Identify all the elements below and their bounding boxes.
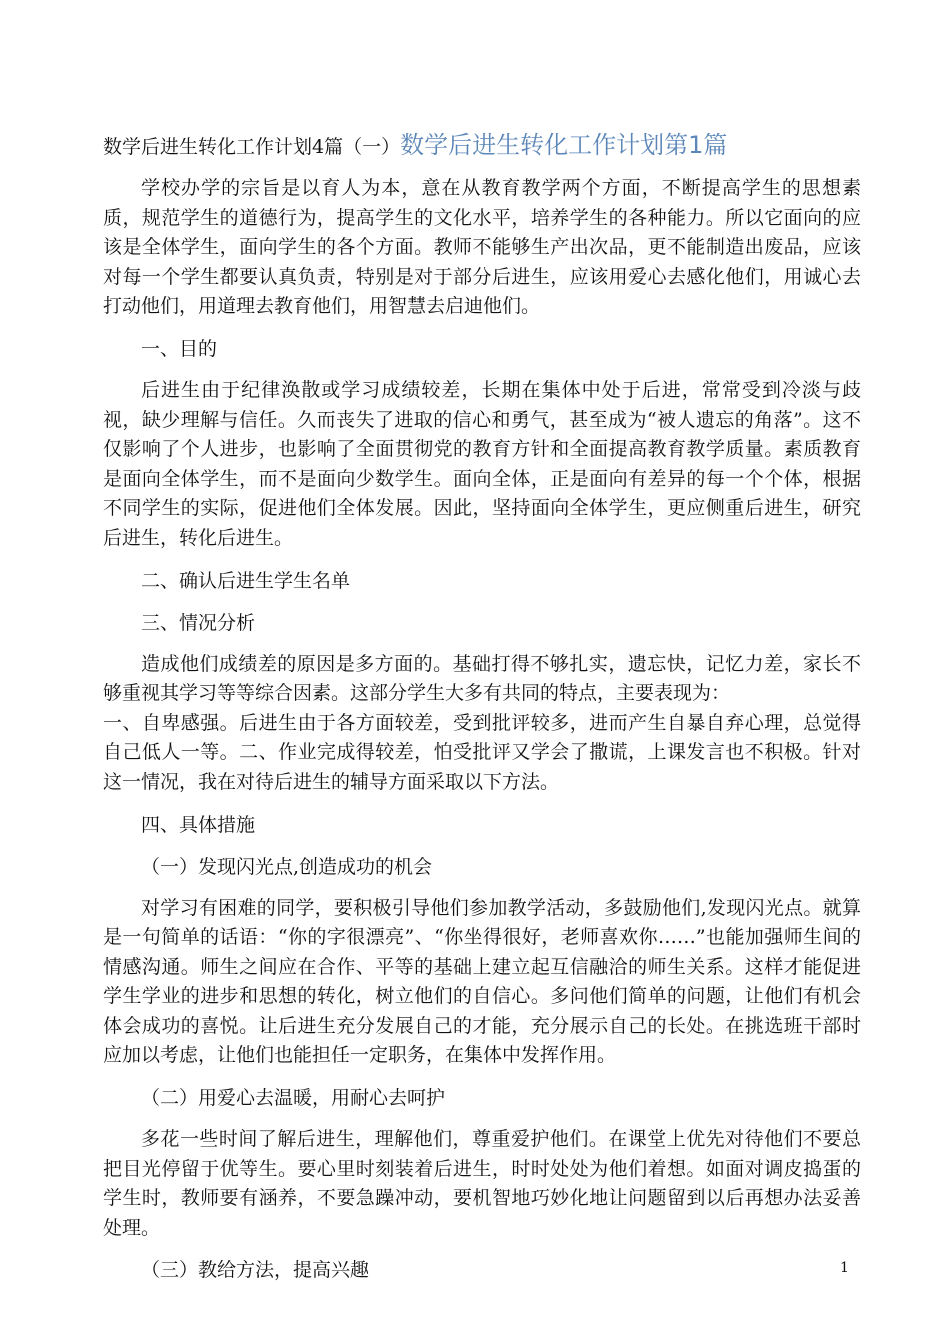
find-highlights-paragraph: 对学习有困难的同学，要积极引导他们参加教学活动，多鼓励他们,发现闪光点。就算是一句简单的话语：“你的字很漂亮”、“你坐得很好，老师喜欢你……”也能加强师生间的情感沟通。师生之间应在合作、平等的基础上建立起互信融洽的师生关系。这样才能促进学生学业的进步和思想的转化，树立他们的自信心。多问他们简单的问题，让他们有机会体会成功的喜悦。让后进生充分发展自己的才能，充分展示自己的长处。在挑选班干部时应加以考虑，让他们也能担任一定职务，在集体中发挥作用。 — [103, 896, 861, 1067]
section-heading-measures: 四、具体措施 — [141, 813, 256, 836]
analysis-paragraph-continued: 一、自卑感强。后进生由于各方面较差，受到批评较多，进而产生自暴自弃心理，总觉得自己低人一等。二、作业完成得较差，怕受批评又学会了撒谎，上课发言也不积极。针对这一情况，我在对待后进生的辅导方面采取以下方法。 — [103, 711, 861, 793]
analysis-paragraph: 造成他们成绩差的原因是多方面的。基础打得不够扎实，遗忘快，记忆力差，家长不够重视其学习等等综合因素。这部分学生大多有共同的特点，主要表现为： — [103, 652, 861, 705]
section-heading-student-list: 二、确认后进生学生名单 — [141, 569, 351, 592]
document-title — [103, 128, 861, 164]
page-number: 1 — [840, 1260, 849, 1276]
subheading-love-patience: （二）用爱心去温暖，用耐心去呵护 — [141, 1087, 446, 1110]
document-body — [103, 128, 861, 1297]
section-heading-purpose: 一、目的 — [141, 337, 218, 360]
subheading-teach-methods: （三）教给方法，提高兴趣 — [141, 1259, 370, 1282]
title-heading: 数学后进生转化工作计划第1篇 — [400, 131, 728, 159]
title-prefix: 数学后进生转化工作计划4篇（一） — [103, 136, 401, 158]
intro-paragraph: 学校办学的宗旨是以育人为本，意在从教育教学两个方面，不断提高学生的思想素质，规范学生的道德行为，提高学生的文化水平，培养学生的各种能力。所以它面向的应该是全体学生，面向学生的各个方面。教师不能够生产出次品，更不能制造出废品，应该对每一个学生都要认真负责，特别是对于部分后进生，应该用爱心去感化他们，用诚心去打动他们，用道理去教育他们，用智慧去启迪他们。 — [103, 177, 861, 318]
subheading-find-highlights: （一）发现闪光点,创造成功的机会 — [141, 855, 433, 878]
section-heading-analysis: 三、情况分析 — [141, 611, 256, 634]
love-patience-paragraph: 多花一些时间了解后进生，理解他们，尊重爱护他们。在课堂上优先对待他们不要总把目光停留于优等生。要心里时刻装着后进生，时时处处为他们着想。如面对调皮捣蛋的学生时，教师要有涵养，不要急躁冲动，要机智地巧妙化地让问题留到以后再想办法妥善处理。 — [103, 1128, 861, 1239]
purpose-paragraph: 后进生由于纪律涣散或学习成绩较差，长期在集体中处于后进，常常受到冷淡与歧视，缺少理解与信任。久而丧失了进取的信心和勇气，甚至成为“被人遗忘的角落”。这不仅影响了个人进步，也影响了全面贯彻党的教育方针和全面提高教育教学质量。素质教育是面向全体学生，而不是面向少数学生。面向全体，正是面向有差异的每一个个体，根据不同学生的实际，促进他们全体发展。因此，坚持面向全体学生，更应侧重后进生，研究后进生，转化后进生。 — [103, 378, 861, 549]
